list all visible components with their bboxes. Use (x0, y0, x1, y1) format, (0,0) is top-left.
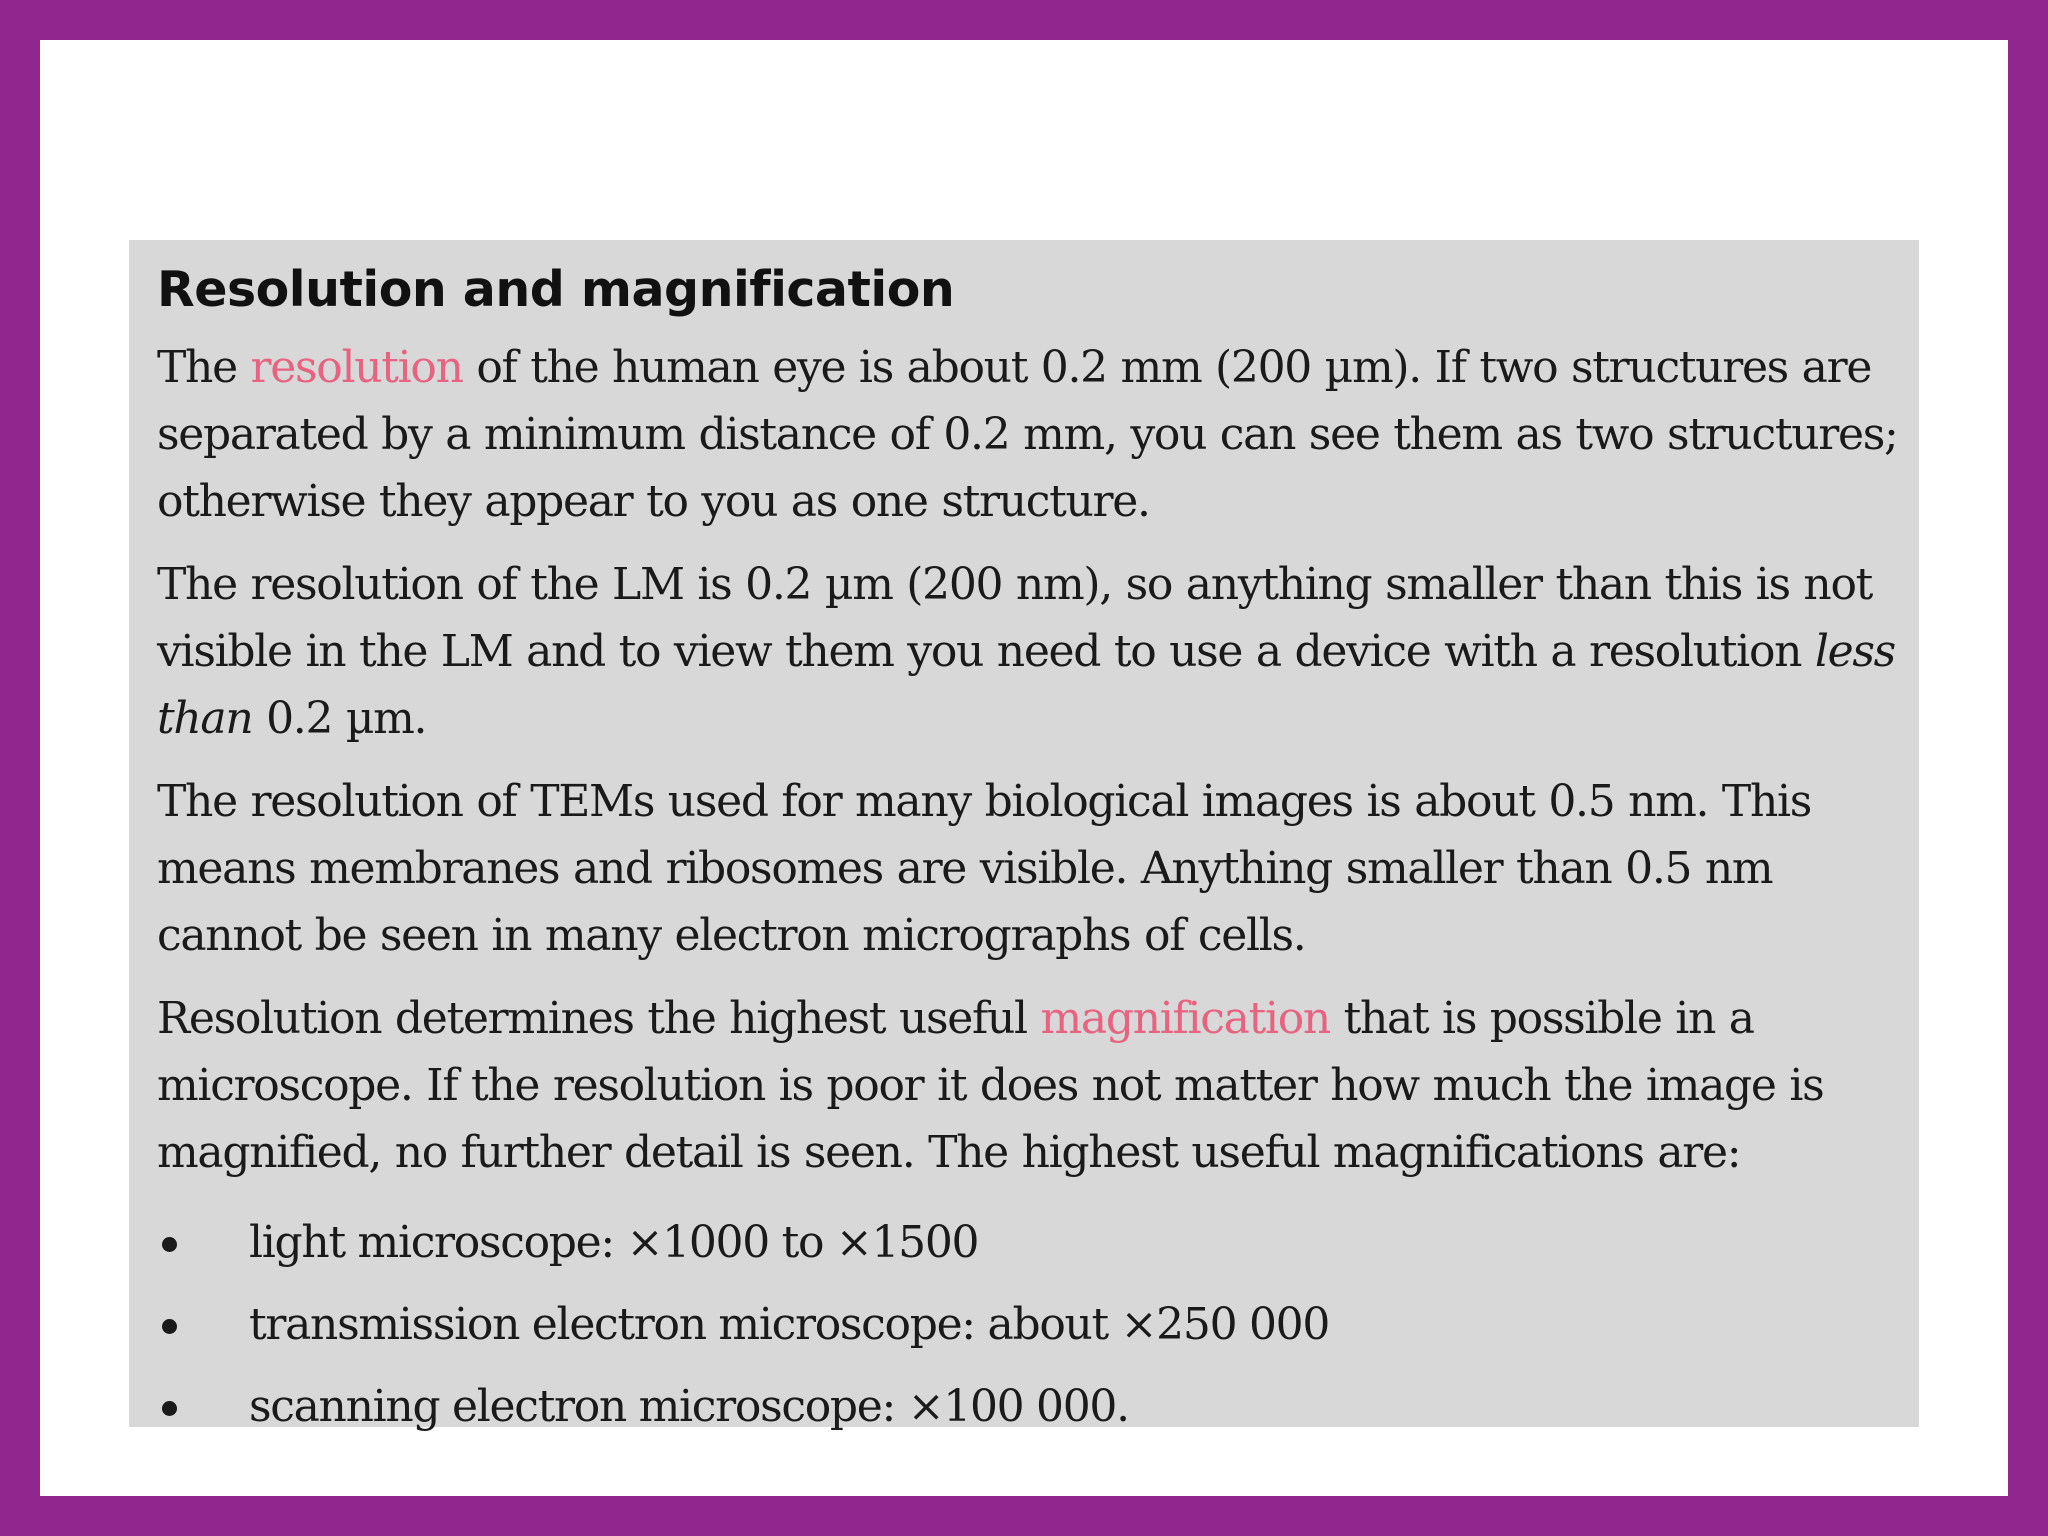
list-item-text: scanning electron microscope: ×100 000. (249, 1381, 1129, 1432)
list-item (157, 1284, 1899, 1366)
paragraph-text: The resolution of the LM is 0.2 µm (200 nm), so anything smaller than this is not visible in the LM and to view them you need to use a device with a resolution (157, 559, 1873, 677)
bullet-icon (162, 1401, 177, 1416)
section-heading: Resolution and magnification (157, 261, 955, 318)
paragraph-tem-resolution (157, 768, 1899, 969)
paragraph-text: Resolution determines the highest useful (157, 993, 1041, 1044)
bullet-icon (162, 1319, 177, 1334)
bullet-icon (162, 1237, 177, 1252)
key-term-magnification: magnification (1040, 993, 1330, 1044)
resolution-info-box (129, 240, 1919, 1432)
paragraph-text: The (157, 342, 251, 393)
paragraph-text: of the human eye is about 0.2 mm (200 µm). If two structures are separated by a minimum distance of 0.2 mm, you can see them as two structures; otherwise they appear to you as one structure. (157, 342, 1898, 527)
slide (40, 40, 2008, 1496)
key-term-resolution: resolution (250, 342, 463, 393)
paragraph-magnification (157, 985, 1899, 1186)
paragraph-text: The resolution of TEMs used for many biological images is about 0.5 nm. This means membranes and ribosomes are visible. Anything smaller than 0.5 nm cannot be seen in many electron micrographs of cells. (157, 776, 1812, 961)
list-item-text: light microscope: ×1000 to ×1500 (249, 1217, 979, 1268)
paragraph-text: 0.2 µm. (252, 693, 427, 744)
magnification-list (157, 1202, 1899, 1448)
list-item (157, 1366, 1899, 1448)
paragraph-human-eye-resolution (157, 334, 1899, 535)
list-item-text: transmission electron microscope: about ×250 000 (249, 1299, 1330, 1350)
paragraph-lm-resolution (157, 551, 1899, 752)
emphasis-text: less than (157, 626, 1895, 744)
paragraph-text: that is possible in a microscope. If the resolution is poor it does not matter how much the image is magnified, no further detail is seen. The highest useful magnifications are: (157, 993, 1824, 1178)
list-item (157, 1202, 1899, 1284)
